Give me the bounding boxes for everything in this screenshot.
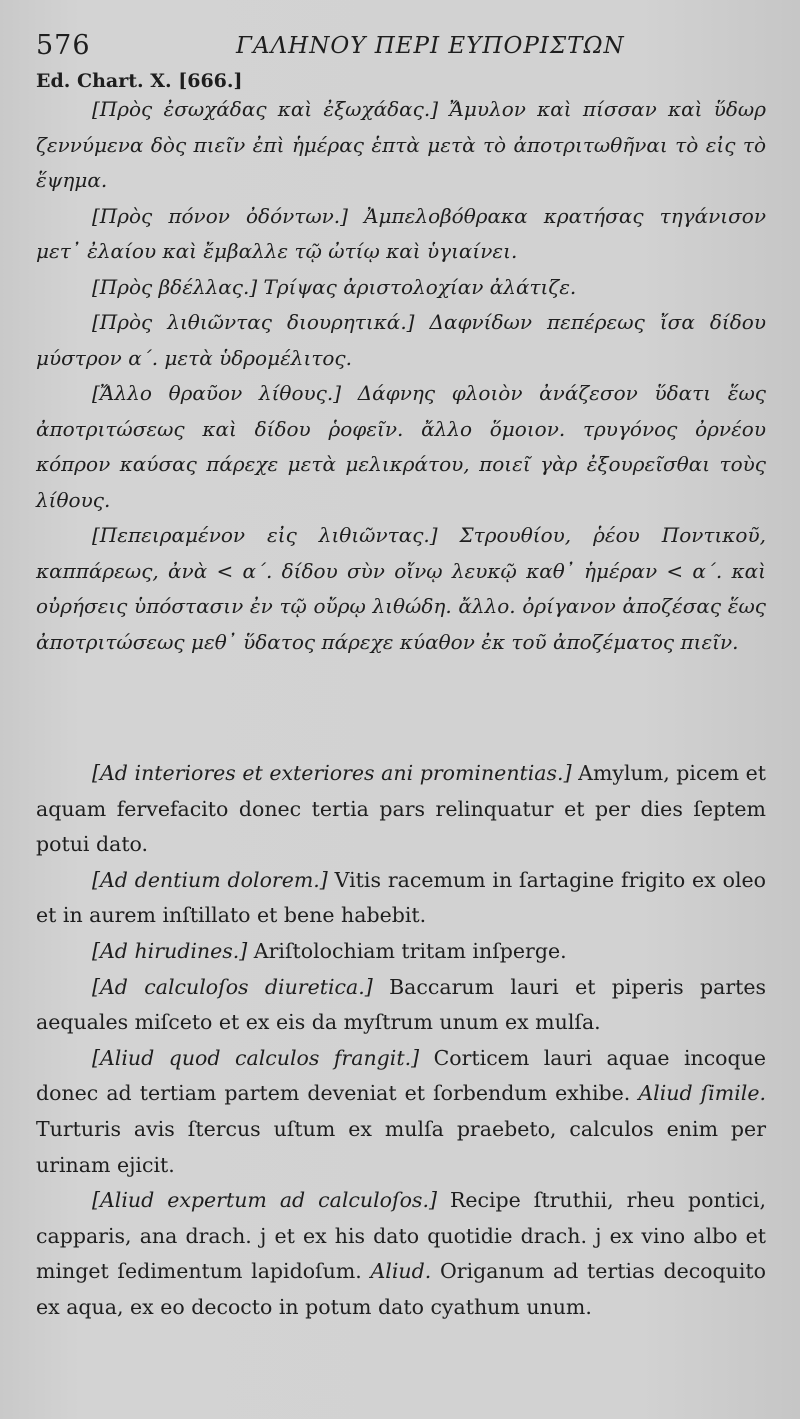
latin-rubric: [Ad interiores et exteriores ani prominentias.] (92, 761, 572, 785)
edition-reference: Ed. Chart. X. [666.] (36, 70, 243, 92)
greek-paragraph-text: Ἄμυλον καὶ πίσσαν καὶ ὕδωρ ζεννύμενα δὸς πιεῖν ἐπὶ ἡμέρας ἑπτὰ μετὰ τὸ ἀποτριτωθῆναι τὸ εἰς τὸ ἕψημα. (36, 97, 766, 192)
greek-paragraph-text: Τρίψας ἀριστολοχίαν ἀλάτιζε. (257, 274, 577, 299)
latin-rubric: [Aliud expertum ad calculoſos.] (92, 1188, 437, 1213)
running-title: ΓΑΛΗΝΟΥ ΠΕΡΙ ΕΥΠΟΡΙΣΤΩΝ (236, 33, 625, 59)
greek-text-block (36, 92, 766, 660)
greek-paragraph-text: Στρουθίου, ῥέου Ποντικοῦ, καππάρεως, ἀνὰ < α΄. δίδου σὺν οἴνῳ λευκῷ καθ᾽ ἡμέραν < α΄. καὶ οὐρήσεις ὑπόστασιν ἐν τῷ οὔρῳ λιθώδη. ἄλλο. ὀρίγανον ἀποζέσας ἕως ἀποτριτώσεως μεθ᾽ ὕδατος πάρεχε κύαθον ἐκ τοῦ ἀποζέματος πιεῖν. (36, 523, 766, 654)
latin-rubric: [Ad dentium dolorem.] (92, 867, 328, 892)
page-header (36, 30, 776, 66)
latin-sub-rubric: Aliud. (370, 1259, 432, 1284)
latin-paragraph-text: Amylum, picem et aquam fervefacito donec tertia pars relinquatur et per dies ſeptem potui dato. (36, 761, 766, 857)
greek-rubric: [Πρὸς ἐσωχάδας καὶ ἐξωχάδας.] (92, 97, 439, 121)
latin-paragraph-text: Baccarum lauri et piperis partes aequales miſceto et ex eis da myſtrum unum ex mulſa. (36, 974, 767, 1035)
greek-rubric: [Πρὸς πόνον ὀδόντων.] (92, 203, 348, 228)
latin-text-block (36, 756, 766, 1326)
latin-paragraph-text: Ariſtolochiam tritam inſperge. (247, 938, 567, 963)
greek-paragraph (36, 92, 766, 199)
greek-rubric: [Πεπειραμένον εἰς λιθιῶντας.] (92, 523, 438, 547)
latin-rubric: [Ad hirudines.] (92, 938, 248, 963)
greek-paragraph-text: Ἀμπελοβόθρακα κρατήσας τηγάνισον μετ᾽ ἐλαίου καὶ ἔμβαλλε τῷ ὠτίῳ καὶ ὑγιαίνει. (36, 203, 766, 263)
latin-paragraph (36, 863, 766, 934)
latin-paragraph (36, 1041, 766, 1183)
greek-paragraph (36, 270, 766, 306)
greek-paragraph (36, 199, 766, 270)
greek-paragraph (36, 518, 766, 660)
latin-rubric: [Ad calculoſos diuretica.] (92, 974, 373, 999)
latin-paragraph-text: Turturis avis ſtercus uſtum ex mulſa praebeto, calculos enim per urinam ejicit. (36, 1116, 766, 1177)
latin-paragraph-text: Recipe ſtruthii, rheu pontici, capparis, ana drach. j et ex his dato quotidie drach. j ex vino albo et minget ſedimentum lapidoſum. (36, 1188, 766, 1284)
page-number: 576 (36, 30, 91, 61)
greek-paragraph (36, 376, 766, 518)
greek-rubric: [Πρὸς λιθιῶντας διουρητικά.] (92, 310, 415, 334)
latin-paragraph (36, 970, 766, 1041)
greek-paragraph-text: Δάφνης φλοιὸν ἀνάζεσον ὕδατι ἕως ἀποτριτώσεως καὶ δίδου ῥοφεῖν. ἄλλο ὅμοιον. τρυγόνος ὀρνέου κόπρον καύσας πάρεχε μετὰ μελικράτου, ποιεῖ γὰρ ἐξουρεῖσθαι τοὺς λίθους. (36, 381, 767, 512)
latin-rubric: [Aliud quod calculos frangit.] (92, 1045, 420, 1070)
latin-paragraph-text: Origanum ad tertias decoquito ex aqua, ex eo decocto in potum dato cyathum unum. (36, 1259, 766, 1319)
greek-paragraph (36, 305, 766, 376)
latin-paragraph (36, 1183, 766, 1325)
greek-paragraph-text: Δαφνίδων πεπέρεως ἴσα δίδου μύστρον α΄. μετὰ ὑδρομέλιτος. (36, 310, 766, 370)
latin-paragraph-text: Corticem lauri aquae incoque donec ad tertiam partem deveniat et ſorbendum exhibe. (36, 1045, 766, 1106)
latin-paragraph-text: Vitis racemum in ſartagine frigito ex oleo et in aurem inſtillato et bene habebit. (36, 867, 766, 928)
latin-sub-rubric: Aliud ſimile. (638, 1081, 766, 1106)
latin-paragraph (36, 756, 766, 863)
greek-rubric: [Ἄλλο θραῦον λίθους.] (92, 381, 342, 405)
greek-rubric: [Πρὸς βδέλλας.] (92, 274, 258, 299)
latin-paragraph (36, 934, 766, 970)
